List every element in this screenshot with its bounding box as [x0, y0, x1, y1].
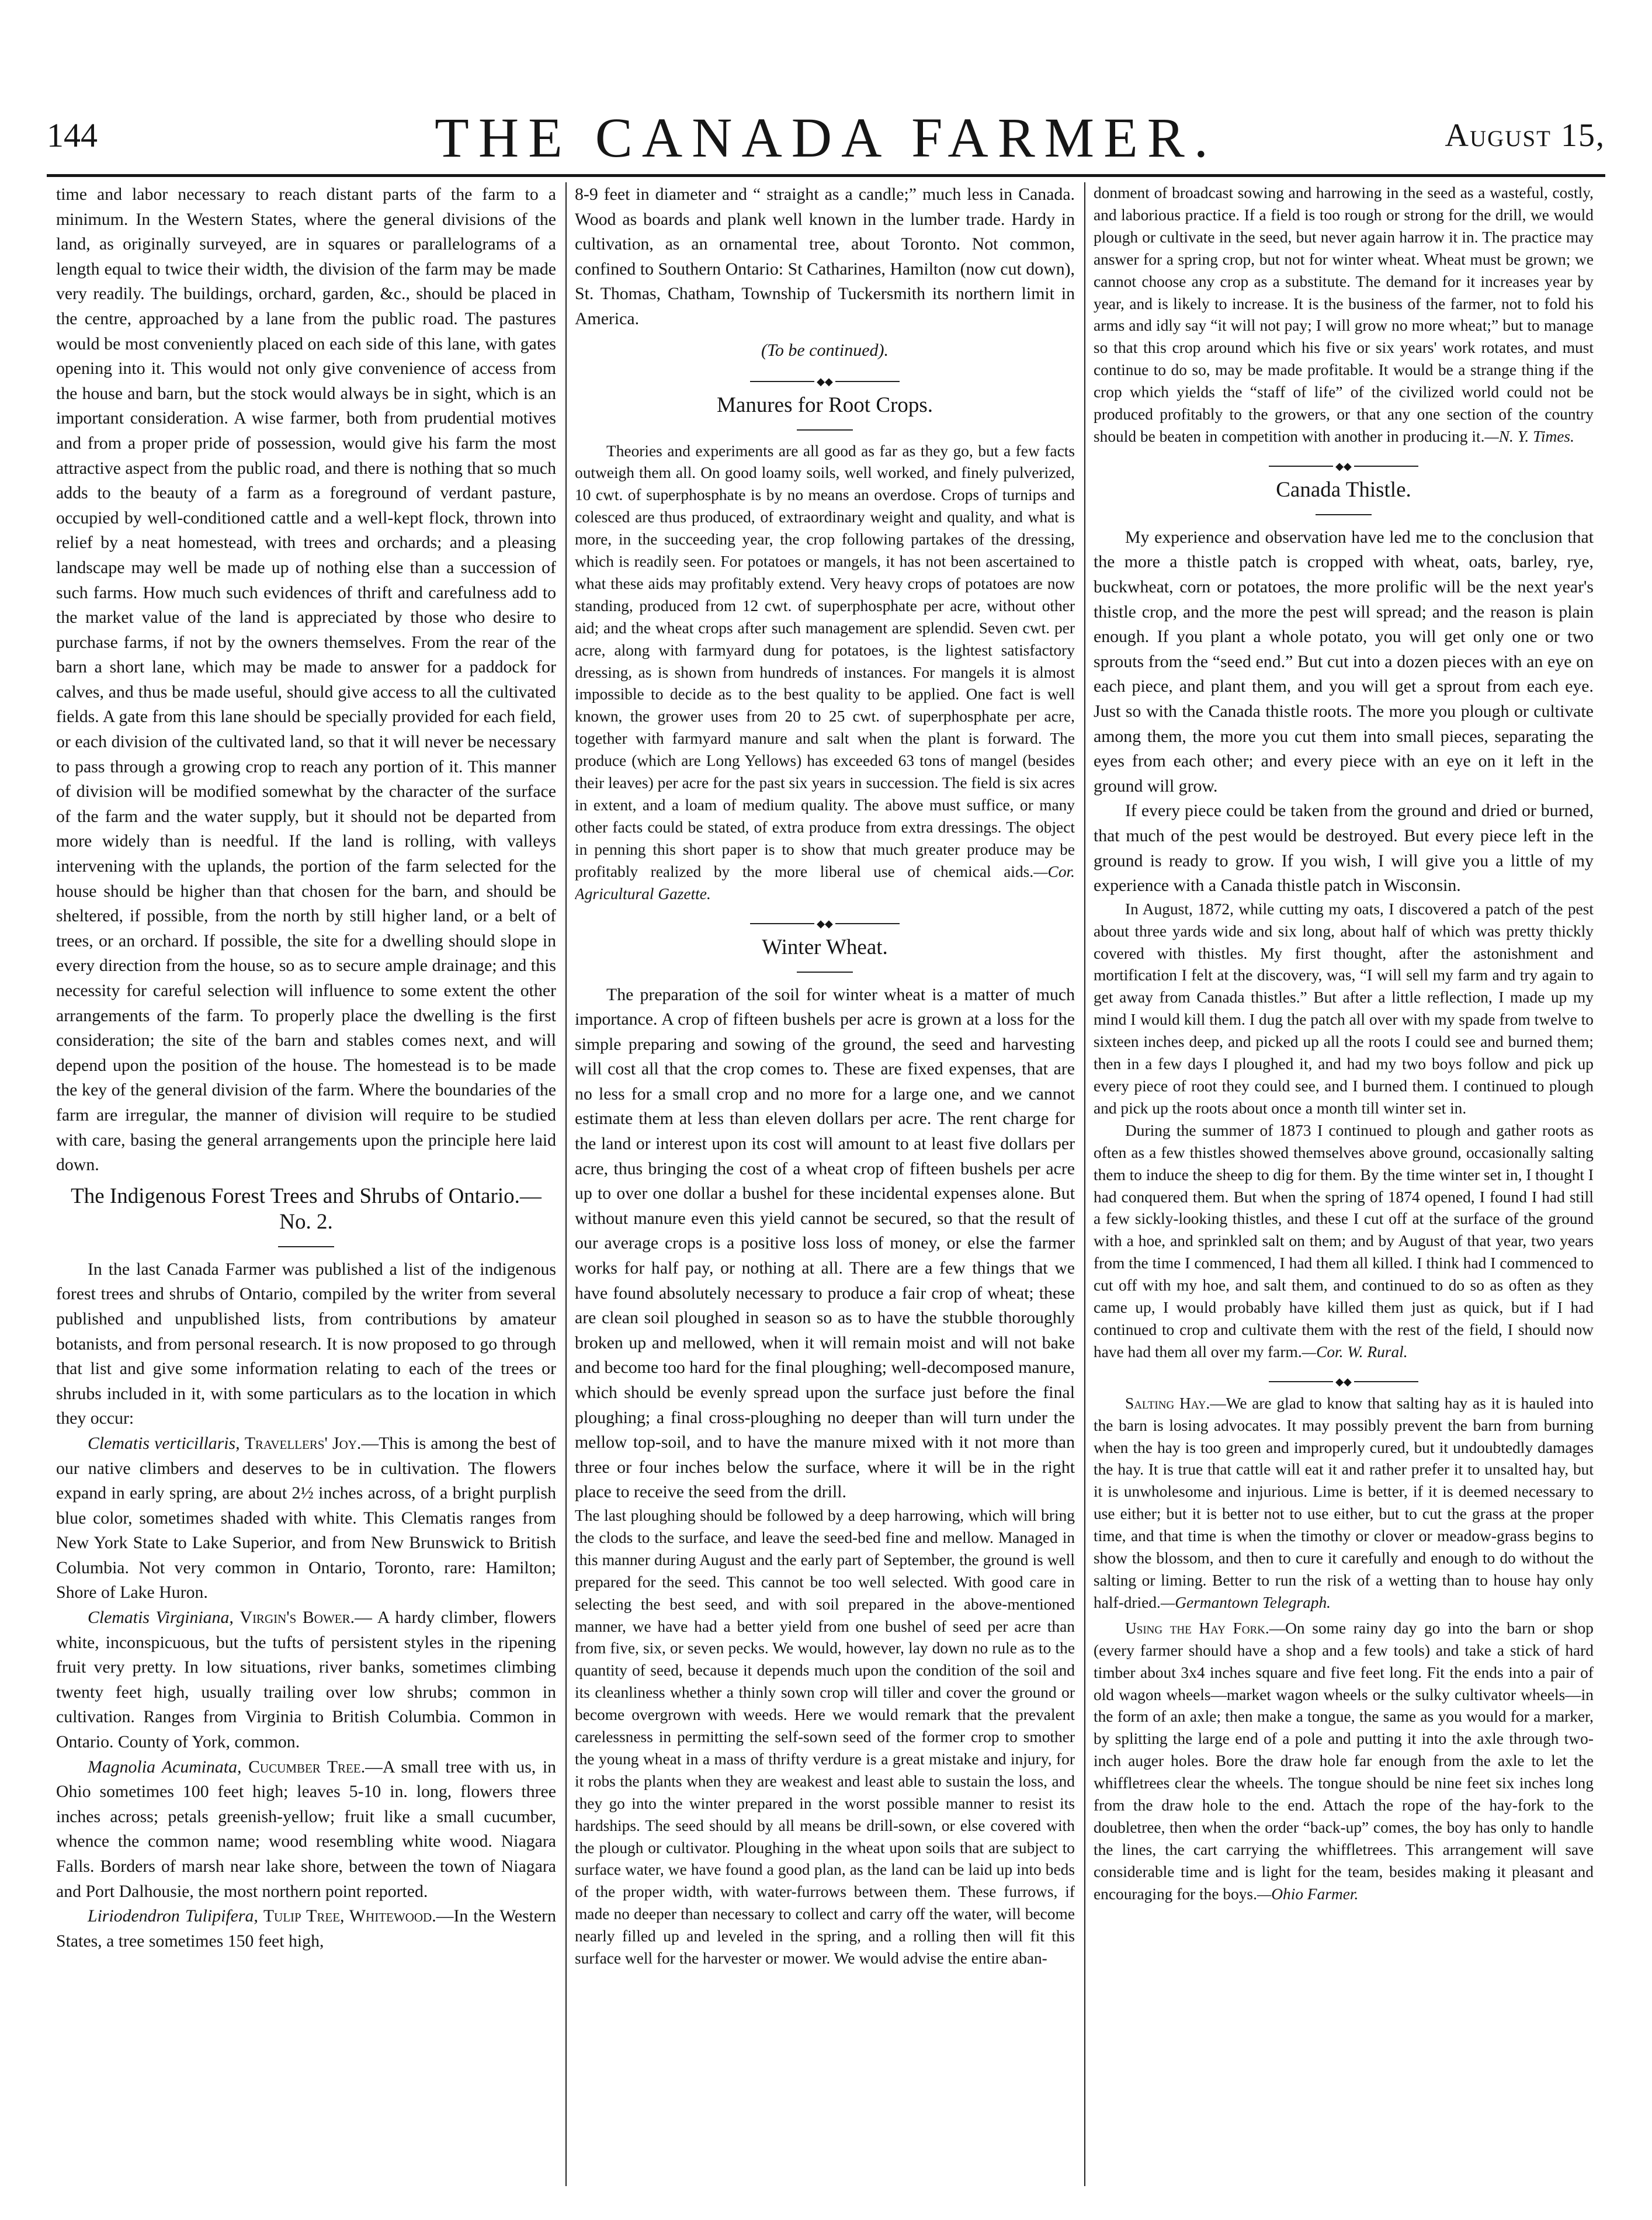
salting-hay-paragraph: Salting Hay.—We are glad to know that salting hay as it is hauled into the barn is losing advocates. It may possibly prevent the barn from burning when the hay is too green and improperly cured, but it undoubtedly damages the hay. It is true that cattle will eat it and rather prefer it to unsalted hay, but it is unwholesome and injurious. Lime is better, if it is deemed necessary to use either; but it is better not to use either, but to cut the grass at the proper time, and that time is when the timothy or clover or meadow-grass begins to show the blossom, and then to cure it carefully and enough to do without the salting or liming. Better to run the risk of a wetting than to house hay only half-dried.—Germantown Telegraph.: [1094, 1394, 1594, 1611]
species-description: —A small tree with us, in Ohio sometimes 100 feet high; leaves 5-10 in. long, flowers three inches across; petals greenish-yellow; fruit like a small cucumber, whence the common name; wood resembling white wood. Niagara Falls. Borders of marsh near lake shore, between the town of Niagara and Port Dalhousie, the most northern point reported.: [56, 1757, 556, 1901]
issue-date: August 15,: [1445, 117, 1605, 154]
heading-rule: [575, 423, 1075, 433]
winter-wheat-paragraph-1: The preparation of the soil for winter wheat is a matter of much importance. A crop of fifteen bushels per acre is grown at a loss for the simple preparing and sowing of the ground, the seed and harvesting will cost all that the crop comes to. These are fixed expenses, that are no less for a small crop and no more for a large one, and we cannot estimate them at less than eleven dollars per acre. The rent charge for the land or interest upon its cost will amount to at least five dollars per acre, thus bringing the cost of a wheat crop of fifteen bushels per acre up to over one dollar a bushel for these incidental expenses alone. But without manure even this yield cannot be secured, so that the result of our average crops is a positive loss loss of money, or else the farmer works for half pay, or nothing at all. There are a few things that we have found absolutely necessary to produce a fair crop of wheat; these are clean soil ploughed in season so as to have the stubble thoroughly broken up and mellowed, when it will remain moist and will not bake and become too hard for the final ploughing; well-decomposed manure, which should be evenly spread upon the surface just before the final ploughing; a final cross-ploughing no deeper than will turn under the mellow top-soil, and to have the manure mixed with it not more than three or four inches below the surface, where it will be in the right place to receive the seed from the drill.: [575, 984, 1075, 1502]
hay-fork-source: —Ohio Farmer.: [1257, 1885, 1359, 1903]
species-name: Magnolia Acuminata,: [88, 1757, 242, 1777]
species-common-name: Virgin's Bower.: [240, 1608, 355, 1628]
thistle-source: —Cor. W. Rural.: [1302, 1343, 1408, 1361]
thistle-paragraph-4: During the summer of 1873 I continued to plough and gather roots as often as a few thistles showed themselves above ground, occasionally salting them to induce the sheep to dig for them. By the time winter set in, I thought I had conquered them. But when the spring of 1874 opened, I found I had still a few sickly-looking thistles, and these I cut off at the surface of the ground with a hoe, and sprinkled salt on them; and by August of that year, two years from the time I commenced, I had them all killed. I think had I commenced to cut off with my hoe, and salt them, and continued to do so as often as they came up, I would probably have killed them just as quick, but if I had continued to crop and cultivate them with the rest of the field, I should now have had them all over my farm.—Cor. W. Rural.: [1094, 1121, 1594, 1361]
species-common-name: Travellers' Joy.: [244, 1433, 362, 1453]
section-ornament: ◆◆: [1094, 456, 1594, 475]
heading-rule: [56, 1240, 556, 1250]
column-rule: [1084, 182, 1085, 2186]
species-common-name: Cucumber Tree.: [248, 1757, 366, 1777]
section-ornament: ◆◆: [1094, 1372, 1594, 1390]
column-rule: [565, 182, 567, 2186]
section-ornament: ◆◆: [575, 372, 1075, 390]
species-entry: [56, 1605, 556, 1755]
article-heading-winter-wheat: Winter Wheat.: [762, 935, 888, 959]
column-1: [56, 182, 556, 2192]
page-number: 144: [47, 116, 98, 154]
species-common-name: Tulip Tree, Whitewood.: [263, 1906, 436, 1926]
column-2: [575, 182, 1075, 2192]
species-description: —This is among the best of our native climbers and deserves to be in cultivation. The flowers expand in early spring, are about 2½ inches across, of a bright purplish blue color, sometimes shaded with white. This Clematis ranges from New York State to Lake Superior, and from New Brunswick to British Columbia. Not very common in Ontario, Toronto, rare: Hamilton; Shore of Lake Huron.: [56, 1433, 556, 1602]
species-name: Clematis Virginiana,: [88, 1608, 234, 1628]
masthead: [47, 105, 1605, 169]
heading-rule: [575, 965, 1075, 976]
species-name: Clematis verticillaris,: [88, 1433, 240, 1453]
farm-layout-paragraph: time and labor necessary to reach distant parts of the farm to a minimum. In the Western States, where the general divisions of the land, as originally surveyed, are in squares or parallelograms of a length equal to twice their width, the division of the farm may be made very readily. The buildings, orchard, garden, &c., should be placed in the centre, approached by a lane from the public road. The pastures would be most conveniently placed on each side of this lane, with gates opening into it. This would not only give convenience of access from the house and barn, but the stock would always be in sight, which is an important consideration. A wise farmer, both from prudential motives and from a proper pride of possession, would give his farm the most attractive aspect from the public road, and there is nothing that so much adds to the beauty of a farm as a foreground of verdant pasture, occupied by well-conditioned cattle and a well-kept flock, thrown into relief by a neat homestead, with trees and orchards; and a pleasing landscape may well be made up of nothing else than a succession of such farms. How much such evidences of thrift and carefulness add to the market value of the land is appreciated by those who desire to purchase farms, if not by the owners themselves. From the rear of the barn a short lane, which may be made to answer for a paddock for calves, and thus be made useful, should give access to all the cultivated fields. A gate from this lane should be specially provided for each field, or each division of the cultivated land, so that it will never be necessary to pass through a growing crop to reach any portion of it. This manner of division will be modified somewhat by the character of the surface of the farm and the water supply, but it should not be departed from more widely than is needful. If the land is rolling, with valleys intervening with the uplands, the portion of the farm selected for the house should be higher than that chosen for the barn, and should be sheltered, if possible, from the north by still higher land, or a belt of trees, or an orchard. If possible, the site for a dwelling should slope in every direction from the house, so as to secure ample drainage; and this necessity for careful selection will influence to some extent the other arrangements of the farm. To properly place the dwelling is the first consideration; the site of the barn and stables comes next, and will depend upon the position of the house. The homestead is to be made the key of the general division of the farm. Where the boundaries of the farm are irregular, the manner of division will require to be studied with care, basing the general arrangements upon the principle here laid down.: [56, 185, 556, 1175]
wheat-source: —N. Y. Times.: [1484, 427, 1574, 445]
column-3: [1094, 182, 1594, 2192]
salting-source: —Germantown Telegraph.: [1160, 1593, 1331, 1611]
manures-source: —Cor. Agricultural Gazette.: [575, 862, 1075, 903]
newspaper-title: THE CANADA FARMER.: [435, 106, 1217, 169]
heading-rule: [1094, 508, 1594, 518]
species-name: Liriodendron Tulipifera,: [88, 1906, 258, 1926]
winter-wheat-paragraph-2: The last ploughing should be followed by a deep harrowing, which will bring the clods to the surface, and leave the seed-bed fine and mellow. Managed in this manner during August and the early part of September, the ground is well prepared for the seed. This cannot be too well selected. With good care in selecting the best seed, and with soil prepared in the above-mentioned manner, we have had a better yield from one bushel of seed per acre than from five, six, or seven pecks. We would, however, lay down no rule as to the quantity of seed, because it depends much upon the condition of the soil and its cleanliness whether a thinly sown crop will tiller and cover the ground or become overgrown with weeds. Here we would remark that the prevalent carelessness in permitting the self-sown seed of the former crop to smother the young wheat in a mass of thrifty verdure is a great mistake and injury, for it robs the plants when they are weakest and least able to sustain the loss, and they go into the winter prepared in the worst possible manner to resist its hardships. The seed should by all means be drill-sown, or else covered with the plough or cultivator. Ploughing in the wheat upon soils that are subject to surface water, we have found a good plan, as the land can be laid up into beds of the proper width, with water-furrows between them. These furrows, if made no deeper than necessary to collect and carry off the water, will become nearly filled up and leveled in the spring, and a rolling then will fit this surface well for the harvester or mower. We would advise the entire aban-: [575, 1506, 1075, 1968]
thistle-paragraph-2: If every piece could be taken from the ground and dried or burned, that much of the pest would be destroyed. But every piece left in the ground is ready to grow. If you wish, I will give you a little of my experience with a Canada thistle patch in Wisconsin.: [1094, 801, 1594, 896]
species-entry: [56, 1755, 556, 1905]
manures-paragraph: Theories and experiments are all good as far as they go, but a few facts outweigh them all. On good loamy soils, well worked, and finely pulverized, 10 cwt. of superphosphate is by no means an overdose. Crops of turnips and colesced are thus produced, of extraordinary weight and quality, and what is more, in the succeeding year, the crop following partakes of the dressing, which is readily seen. For potatoes or mangels, it has not been ascertained to what these aids may profitably extend. Very heavy crops of potatoes are now standing, produced from 12 cwt. of superphosphate per acre, without other aid; and the wheat crops after such management are splendid. Seven cwt. per acre, along with farmyard dung for potatoes, is the lightest satisfactory dressing, as is shown from hundreds of instances. For mangels it is almost impossible to decide as to the best quality to be applied. One fact is well known, the grower uses from 20 to 25 cwt. of superphosphate per acre, together with farmyard manure and salt when the plant is forward. The produce (which are Long Yellows) has exceeded 63 tons of mangel (besides their leaves) per acre for the past six years in succession. The field is six acres in extent, and a loam of medium quality. The above must suffice, or many other facts could be stated, of extra produce from extra dressings. The object in penning this short paper is to show that much greater produce may be profitably realized by the more liberal use of chemical aids.—Cor. Agricultural Gazette.: [575, 442, 1075, 903]
forest-intro-paragraph: In the last Canada Farmer was published a list of the indigenous forest trees and shrubs of Ontario, compiled by the writer from several published and unpublished lists, from contributions by amateur botanists, and from personal research. It is now proposed to go through that list and give some information relating to each of the trees or shrubs included in it, with some particulars as to the location in which they occur:: [56, 1259, 556, 1428]
species-description: — A hardy climber, flowers white, inconspicuous, but the tufts of persistent styles in the ripening fruit very pretty. In low situations, river banks, sometimes climbing twenty feet high, usually trailing over low shrubs; common in cultivation. Ranges from Virginia to British Columbia. Common in Ontario. County of York, common.: [56, 1608, 556, 1752]
hay-fork-paragraph: Using the Hay Fork.—On some rainy day go into the barn or shop (every farmer should have a shop and a few tools) and take a stick of hard timber about 3x4 inches square and five feet long. Fit the ends into a pair of old wagon wheels—market wagon wheels or the sulky cultivator wheels—in the form of an axle; then make a tongue, the same as you would for a marker, by splitting the large end of a pole and putting it into the axle through two-inch auger holes. Bore the draw hole far enough from the axle to let the whiffletrees clear the wheels. The tongue should be nine feet six inches long from the draw hole to the end. Attach the rope of the hay-fork to the doubletree, then when the order “back-up” comes, the boy has only to handle the lines, the cart carrying the whiffletrees. This arrangement will save considerable time and is light for the team, besides making it pleasant and encouraging for the boys.—Ohio Farmer.: [1094, 1619, 1594, 1903]
species-entry: [56, 1904, 556, 1954]
section-ornament: ◆◆: [575, 914, 1075, 932]
article-heading-forest-trees: The Indigenous Forest Trees and Shrubs of Ontario.—No. 2.: [71, 1184, 542, 1234]
salting-hay-heading: Salting Hay.: [1125, 1394, 1210, 1412]
to-be-continued: (To be continued).: [761, 340, 889, 360]
article-heading-canada-thistle: Canada Thistle.: [1276, 477, 1411, 502]
tulip-tree-continued: 8-9 feet in diameter and “ straight as a candle;” much less in Canada. Wood as boards and plank well known in the lumber trade. Hardy in cultivation, as an ornamental tree, about Toronto. Not common, confined to Southern Ontario: St Catharines, Hamilton (now cut down), St. Thomas, Chatham, Township of Tuckersmith its northern limit in America.: [575, 185, 1075, 328]
winter-wheat-continued: donment of broadcast sowing and harrowing in the seed as a wasteful, costly, and laborious practice. If a field is too rough or strong for the drill, we would plough or cultivate in the seed, but never again harrow it in. The practice may answer for a spring crop, but not for winter wheat. Wheat must be grown; we cannot choose any crop as a substitute. The demand for it increases year by year, and is likely to increase. It is the business of the farmer, not to fold his arms and idly say “it will not pay; I will grow no more wheat;” but to manage so that this crop around which his five or six years' work rotates, and must continue to do so, may be made profitable. It would be a strange thing if the crop which yields the “staff of life” of the civilized world could not be produced profitably to the growers, or that any one section of the country should be beaten in competition with another in producing it.—N. Y. Times.: [1094, 184, 1594, 445]
species-description: —In the Western States, a tree sometimes 150 feet high,: [56, 1906, 556, 1951]
thistle-paragraph-1: My experience and observation have led me to the conclusion that the more a thistle patch is cropped with wheat, oats, barley, rye, buckwheat, corn or potatoes, the more prolific will be the next year's thistle crop, and the more the pest will spread; and the reason is plain enough. If you plant a whole potato, you will get only one or two sprouts from the “seed end.” But cut into a dozen pieces with an eye on each piece, and plant them, and you will get a sprout from each eye. Just so with the Canada thistle roots. The more you plough or cultivate among them, the more you cut them into small pieces, separating the eyes from each other; and every piece with an eye on it left in the ground will grow.: [1094, 527, 1594, 796]
masthead-rule: [47, 174, 1605, 177]
hay-fork-heading: Using the Hay Fork.: [1125, 1619, 1269, 1637]
thistle-paragraph-3: In August, 1872, while cutting my oats, I discovered a patch of the pest about three yards wide and six long, about half of which was pretty thickly covered with thistles. My first thought, after the astonishment and mortification I felt at the discovery, was, “I will sell my farm and try again to get away from Canada thistles.” But after a little reflection, I made up my mind I would kill them. I dug the patch all over with my spade from twelve to sixteen inches deep, and picked up all the roots I could see and burned them; then in a few days I ploughed it, and had my two boys follow and pick up every piece of root they could see, and I burned them. I continued to plough and pick up the roots about once a month till winter set in.: [1094, 900, 1594, 1117]
species-entry: [56, 1431, 556, 1605]
article-heading-manures: Manures for Root Crops.: [717, 393, 933, 417]
